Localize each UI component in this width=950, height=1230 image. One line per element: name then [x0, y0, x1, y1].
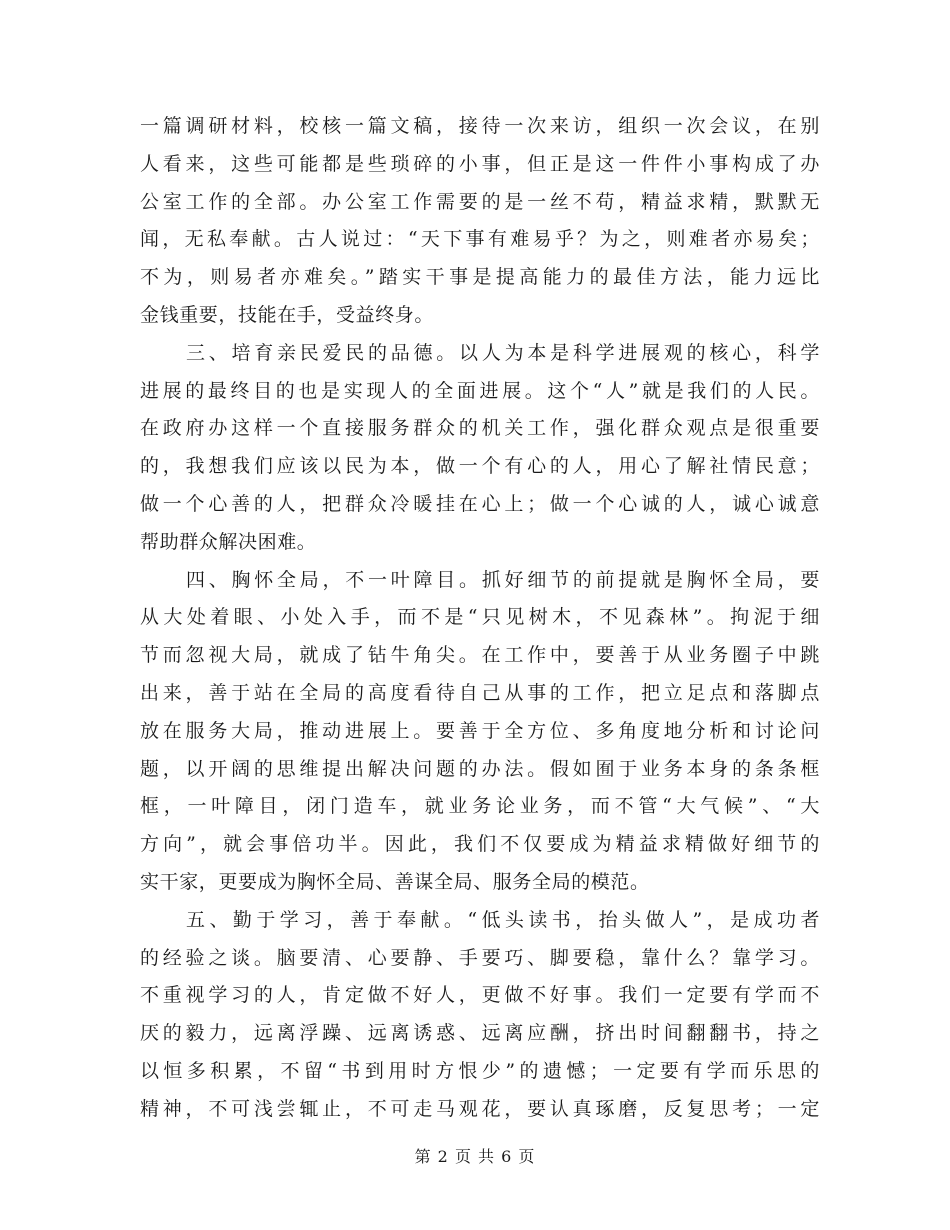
text-line: 一篇调研材料，校核一篇文稿，接待一次来访，组织一次会议，在别 — [140, 115, 820, 137]
text-line: 框，一叶障目，闭门造车，就业务论业务，而不管“大气候”、“大 — [140, 795, 820, 818]
text-line: 金钱重要，技能在手，受益终身。 — [140, 303, 435, 326]
text-line: 公室工作的全部。办公室工作需要的是一丝不苟，精益求精，默默无 — [140, 190, 820, 213]
text-line: 题，以开阔的思维提出解决问题的办法。假如囿于业务本身的条条框 — [140, 757, 820, 780]
text-line: 不为，则易者亦难矣。”踏实干事是提高能力的最佳方法，能力远比 — [140, 266, 820, 289]
text-line: 精神，不可浅尝辄止，不可走马观花，要认真琢磨，反复思考；一定 — [140, 1097, 820, 1120]
text-line: 从大处着眼、小处入手，而不是“只见树木，不见森林”。拘泥于细 — [140, 606, 820, 629]
text-line: 的，我想我们应该以民为本，做一个有心的人，用心了解社情民意； — [140, 455, 820, 478]
text-line: 实干家，更要成为胸怀全局、善谋全局、服务全局的模范。 — [140, 870, 650, 893]
text-line: 闻，无私奉献。古人说过：“天下事有难易乎？为之，则难者亦易矣； — [140, 228, 820, 251]
text-line: 进展的最终目的也是实现人的全面进展。这个“人”就是我们的人民。 — [140, 379, 820, 402]
text-line: 出来，善于站在全局的高度看待自己从事的工作，把立足点和落脚点 — [140, 681, 820, 704]
page-number-footer: 第 2 页 共 6 页 — [414, 1147, 536, 1166]
text-line: 人看来，这些可能都是些琐碎的小事，但正是这一件件小事构成了办 — [140, 152, 820, 175]
text-line: 的经验之谈。脑要清、心要静、手要巧、脚要稳，靠什么？靠学习。 — [140, 946, 820, 969]
text-line: 帮助群众解决困难。 — [140, 530, 317, 553]
text-line: 做一个心善的人，把群众冷暖挂在心上；做一个心诚的人，诚心诚意 — [140, 492, 820, 515]
section-heading-line: 四、胸怀全局，不一叶障目。抓好细节的前提就是胸怀全局，要 — [186, 568, 820, 591]
text-line: 以恒多积累，不留“书到用时方恨少”的遗憾；一定要有学而乐思的 — [140, 1059, 820, 1082]
text-line: 厌的毅力，远离浮躁、远离诱惑、远离应酬，挤出时间翻翻书，持之 — [140, 1022, 820, 1045]
text-line: 方向”，就会事倍功半。因此，我们不仅要成为精益求精做好细节的 — [140, 833, 820, 856]
text-line: 在政府办这样一个直接服务群众的机关工作，强化群众观点是很重要 — [140, 417, 820, 440]
section-heading-line: 三、培育亲民爱民的品德。以人为本是科学进展观的核心，科学 — [186, 341, 820, 364]
text-line: 节而忽视大局，就成了钻牛角尖。在工作中，要善于从业务圈子中跳 — [140, 644, 820, 667]
body-text — [140, 108, 820, 1129]
text-line: 不重视学习的人，肯定做不好人，更做不好事。我们一定要有学而不 — [140, 984, 820, 1007]
section-heading-line: 五、勤于学习，善于奉献。“低头读书，抬头做人”，是成功者 — [186, 908, 820, 931]
text-line: 放在服务大局，推动进展上。要善于全方位、多角度地分析和讨论问 — [140, 719, 820, 742]
